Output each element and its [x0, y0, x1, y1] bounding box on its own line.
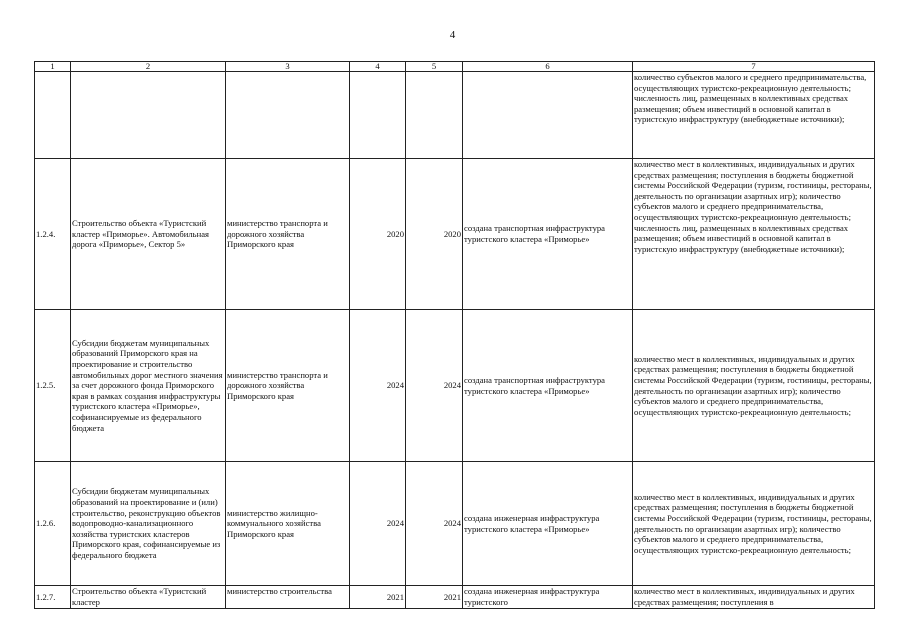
name-cell: [71, 72, 226, 159]
header-row: [35, 62, 875, 72]
table-row: [35, 586, 875, 609]
name-cell: Субсидии бюджетам муниципальных образований на проектирование и (или) строительство, реконструкцию объектов водопроводно-канализационного хозяйства туристских кластеров Приморского края, софинансируемые из федерального бюджета: [71, 462, 226, 586]
year-end-cell: 2021: [406, 586, 463, 609]
header-cell: 6: [463, 62, 633, 72]
table-row: [35, 72, 875, 159]
code-cell: [35, 72, 71, 159]
year-end-cell: 2020: [406, 159, 463, 310]
header-cell: 3: [226, 62, 350, 72]
executor-cell: министерство жилищно-коммунального хозяйства Приморского края: [226, 462, 350, 586]
indicators-cell: количество мест в коллективных, индивидуальных и других средствах размещения; поступления в бюджеты бюджетной системы Российской Федерации (туризм, гостиницы, рестораны, деятельность по организации азартных игр); количество субъектов малого и среднего предпринимательства, осуществляющих туристско-рекреационную деятельность;: [633, 310, 875, 462]
measures-table: [34, 61, 875, 609]
indicators-cell: количество мест в коллективных, индивидуальных и других средствах размещения; поступления в бюджеты бюджетной системы Российской Федерации (туризм, гостиницы, рестораны, деятельность по организации азартных игр); количество субъектов малого и среднего предпринимательства, осуществляющих туристско-рекреационную деятельность;: [633, 462, 875, 586]
code-cell: 1.2.7.: [35, 586, 71, 609]
executor-cell: министерство транспорта и дорожного хозяйства Приморского края: [226, 310, 350, 462]
header-cell: 4: [350, 62, 406, 72]
table-row: [35, 462, 875, 586]
executor-cell: министерство транспорта и дорожного хозяйства Приморского края: [226, 159, 350, 310]
year-start-cell: 2024: [350, 310, 406, 462]
indicators-cell: количество мест в коллективных, индивидуальных и других средствах размещения; поступления в: [633, 586, 875, 609]
year-end-cell: 2024: [406, 310, 463, 462]
year-start-cell: 2020: [350, 159, 406, 310]
header-cell: 5: [406, 62, 463, 72]
name-cell: Субсидии бюджетам муниципальных образований Приморского края на проектирование и строительство автомобильных дорог местного значения за счет дорожного фонда Приморского края в рамках создания инфраструктуры туристского кластера «Приморье», софинансируемые из федерального бюджета: [71, 310, 226, 462]
result-cell: создана транспортная инфраструктура туристского кластера «Приморье»: [463, 310, 633, 462]
name-cell: Строительство объекта «Туристский кластер «Приморье». Автомобильная дорога «Приморье», Сектор 5»: [71, 159, 226, 310]
code-cell: 1.2.6.: [35, 462, 71, 586]
result-cell: создана инженерная инфраструктура туристского: [463, 586, 633, 609]
page-number: 4: [449, 29, 456, 41]
result-cell: создана транспортная инфраструктура туристского кластера «Приморье»: [463, 159, 633, 310]
result-cell: [463, 72, 633, 159]
indicators-cell: количество мест в коллективных, индивидуальных и других средствах размещения; поступления в бюджеты бюджетной системы Российской Федерации (туризм, гостиницы, рестораны, деятельность по организации азартных игр); количество субъектов малого и среднего предпринимательства, осуществляющих туристско-рекреационную деятельность; численность лиц, размещенных в коллективных средствах размещения; объем инвестиций в основной капитал в туристскую инфраструктуру (внебюджетные источники);: [633, 159, 875, 310]
year-start-cell: [350, 72, 406, 159]
header-cell: 7: [633, 62, 875, 72]
table-row: [35, 310, 875, 462]
header-cell: 1: [35, 62, 71, 72]
executor-cell: министерство строительства: [226, 586, 350, 609]
year-start-cell: 2024: [350, 462, 406, 586]
year-start-cell: 2021: [350, 586, 406, 609]
code-cell: 1.2.5.: [35, 310, 71, 462]
table-row: [35, 159, 875, 310]
year-end-cell: [406, 72, 463, 159]
year-end-cell: 2024: [406, 462, 463, 586]
header-cell: 2: [71, 62, 226, 72]
indicators-cell: количество субъектов малого и среднего предпринимательства, осуществляющих туристско-рекреационную деятельность; численность лиц, размещенных в коллективных средствах размещения; объем инвестиций в основной капитал в туристскую инфраструктуру (внебюджетные источники);: [633, 72, 875, 159]
name-cell: Строительство объекта «Туристский кластер: [71, 586, 226, 609]
code-cell: 1.2.4.: [35, 159, 71, 310]
executor-cell: [226, 72, 350, 159]
result-cell: создана инженерная инфраструктура туристского кластера «Приморье»: [463, 462, 633, 586]
